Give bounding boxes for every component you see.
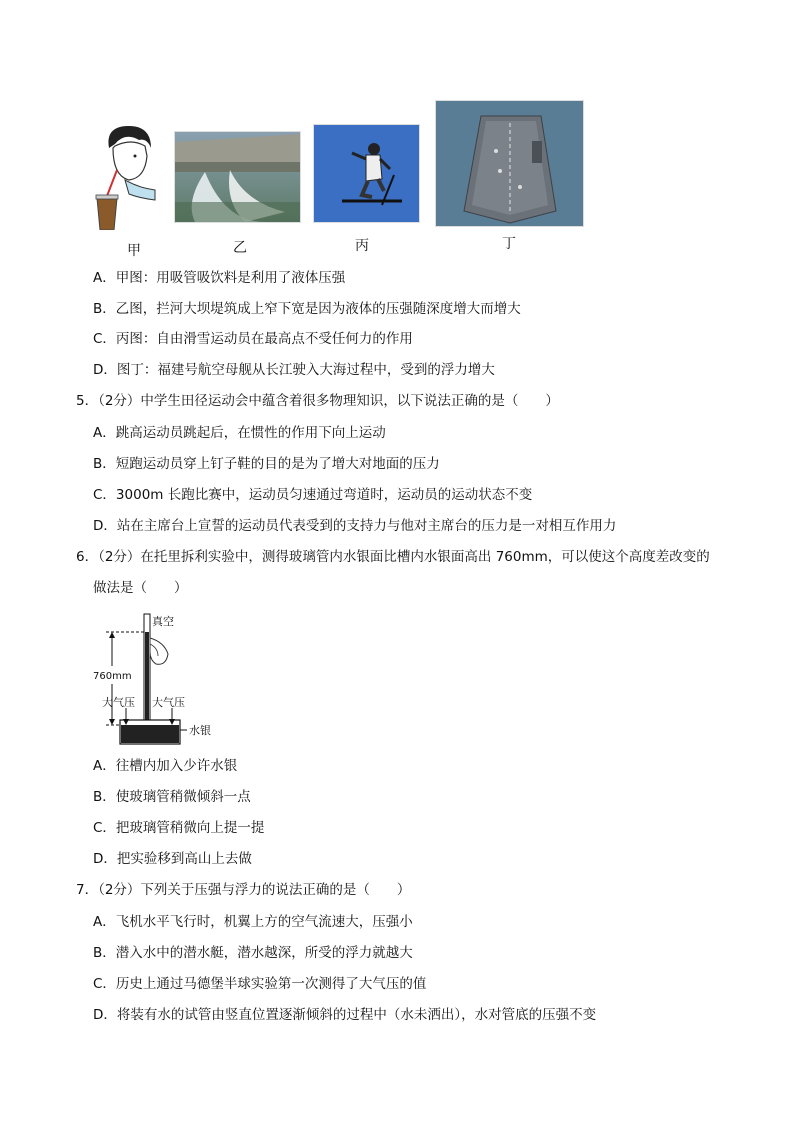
torricelli-diagram bbox=[92, 608, 222, 748]
q5-option-c: C．3000m 长跑比赛中，运动员匀速通过弯道时，运动员的运动状态不变 bbox=[93, 487, 533, 503]
diagram-label-atm-left: 大气压 bbox=[102, 696, 135, 709]
caption-jia: 甲 bbox=[127, 243, 141, 259]
q4-option-b: B．乙图，拦河大坝堤筑成上窄下宽是因为液体的压强随深度增大而增大 bbox=[93, 301, 521, 317]
q5-option-b: B．短跑运动员穿上钉子鞋的目的是为了增大对地面的压力 bbox=[93, 456, 440, 472]
q6-option-b: B．使玻璃管稍微倾斜一点 bbox=[93, 789, 251, 805]
diagram-label-height: 760mm bbox=[93, 671, 132, 682]
caption-yi: 乙 bbox=[233, 240, 247, 256]
q5-stem: 5．（2分）中学生田径运动会中蕴含着很多物理知识，以下说法正确的是（ ） bbox=[76, 393, 559, 409]
figure-ding-carrier-photo bbox=[435, 100, 584, 227]
diagram-label-vacuum: 真空 bbox=[152, 615, 174, 628]
caption-ding: 丁 bbox=[502, 236, 516, 252]
q6-option-c: C．把玻璃管稍微向上提一提 bbox=[93, 820, 265, 836]
q7-option-c: C．历史上通过马德堡半球实验第一次测得了大气压的值 bbox=[93, 976, 427, 992]
q4-option-a: A．甲图：用吸管吸饮料是利用了液体压强 bbox=[93, 270, 346, 286]
q6-stem-line2: 做法是（ ） bbox=[93, 580, 188, 596]
diagram-label-mercury: 水银 bbox=[189, 724, 211, 737]
q7-option-a: A．飞机水平飞行时，机翼上方的空气流速大，压强小 bbox=[93, 914, 413, 930]
caption-bing: 丙 bbox=[355, 238, 369, 254]
q5-option-a: A．跳高运动员跳起后，在惯性的作用下向上运动 bbox=[93, 425, 386, 441]
figure-bing-skier-photo bbox=[313, 124, 420, 223]
q5-option-d: D．站在主席台上宣誓的运动员代表受到的支持力与他对主席台的压力是一对相互作用力 bbox=[93, 518, 617, 534]
q4-option-c: C．丙图：自由滑雪运动员在最高点不受任何力的作用 bbox=[93, 331, 413, 347]
q7-option-d: D．将装有水的试管由竖直位置逐渐倾斜的过程中（水未洒出），水对管底的压强不变 bbox=[93, 1007, 597, 1023]
q6-stem-line1: 6．（2分）在托里拆利实验中，测得玻璃管内水银面比槽内水银面高出 760mm，可以使这个高度差改变的 bbox=[76, 549, 710, 565]
q6-option-a: A．往槽内加入少许水银 bbox=[93, 758, 238, 774]
q7-option-b: B．潜入水中的潜水艇，潜水越深，所受的浮力就越大 bbox=[93, 945, 413, 961]
figure-jia bbox=[95, 118, 157, 230]
q4-option-d: D．图丁：福建号航空母舰从长江驶入大海过程中，受到的浮力增大 bbox=[93, 362, 495, 378]
q7-stem: 7．（2分）下列关于压强与浮力的说法正确的是（ ） bbox=[76, 882, 411, 898]
q6-option-d: D．把实验移到高山上去做 bbox=[93, 851, 252, 867]
figure-yi-dam-photo bbox=[174, 131, 301, 223]
diagram-label-atm-right: 大气压 bbox=[152, 696, 185, 709]
